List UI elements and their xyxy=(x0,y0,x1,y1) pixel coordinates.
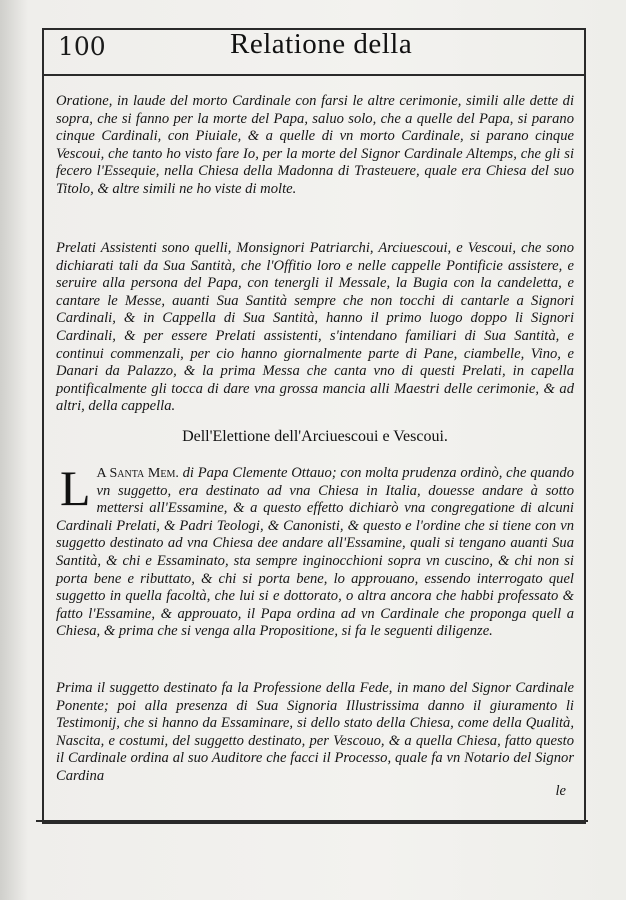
page-number: 100 xyxy=(58,32,106,61)
header-rule xyxy=(42,74,586,76)
paragraph-clemente-ottauo xyxy=(56,460,574,641)
paragraph-oratione: Oratione, in laude del morto Cardinale con farsi le altre cerimonie, simili alle dette di sopra, che si fanno per la morte del Papa, saluo solo, che a quelle del Papa, si parano cinque Cardinali, con Piuiale, & a quelle di vn morto Cardinale, si parano cinque Vescoui, che tanto ho visto fare Io, per la morte del Signor Cardinale Altemps, che gli si fecero l'Essequie, nella Chiesa della Madonna di Trasteuere, quale era Chiesa del suo Titolo, & altre simili ne ho viste di molte. xyxy=(56,93,574,197)
paragraph-prima-il-suggetto: Prima il suggetto destinato fa la Professione della Fede, in mano del Signor Cardinale Ponente; poi alla presenza di Sua Signoria Illustrissima danno il giuramento li Testimonij, che si hanno da Essaminare, si dello stato della Chiesa, come della Qualità, Nascita, e costumi, del suggetto destinato, per Vescouo, & a quella Chiesa, fatto questo il Cardinale ordina al suo Auditore che facci il Processo, quale fa vn Notario del Signor Cardina xyxy=(56,680,574,784)
paragraph-text: di Papa Clemente Ottauo; con molta prudenza ordinò, che quando vn suggetto, era destinato ad vna Chiesa in Italia, douesse andare à sotto mettersi all'Essamine, & a questo effetto dichiarò vna congregatione di alcuni Cardinali Prelati, & Padri Teologi, & Canonisti, & questo e l'ordine che si tiene con vn suggetto destinato ad vna Chiesa dee andare all'Essamine, quali si tengano auanti Sua Santità, & chi e Essaminato, sta sempre inginocchioni sopra vn cuscino, & chi non si porta bene e ributtato, & chi si porta bene, lo approuano, essendo interrogato quel suggetto in quella facoltà, che lui si e dottorato, o altra ancora che habbi professato & fatto l'Essamine, & approuato, il Papa ordina ad vn Cardinale che proponga quell a Chiesa, & prima che si venga alla Propositione, si fa le seguenti diligenze. xyxy=(56,465,574,640)
footer-rule xyxy=(36,820,588,822)
catchword: le xyxy=(555,783,566,799)
drop-cap: L xyxy=(60,460,91,516)
opening-small-caps: A Santa Mem. xyxy=(96,466,179,481)
paragraph-prelati-assistenti: Prelati Assistenti sono quelli, Monsignori Patriarchi, Arciuescoui, e Vescoui, che sono dichiarati tali da Sua Santità, che l'Offitio loro e nelle cappelle Pontificie assistere, e seruire alla persona del Papa, con tenergli il Messale, la Bugia con la candeletta, e cantare le Messe, auanti Sua Santità sempre che non tocchi di cantarle a Signori Cardinali, & in Cappella di Sua Santità, hanno il primo luogo doppo li Signori Cardinali, & per essere Prelati assistenti, s'intendano familiari di Sua Santità, e continui commenzali, per cio hanno giornalmente parte di Pane, ciambelle, Vino, e Danari da Palazzo, & la prima Messa che canta vno di questi Prelati, in capella pontificalmente gli tocca di dare vna grossa mancia alli Maestri delle cerimonie, & ad altri, della cappella. xyxy=(56,240,574,415)
section-heading: Dell'Elettione dell'Arciuescoui e Vescoui. xyxy=(182,428,448,445)
running-title: Relatione della xyxy=(230,28,413,60)
